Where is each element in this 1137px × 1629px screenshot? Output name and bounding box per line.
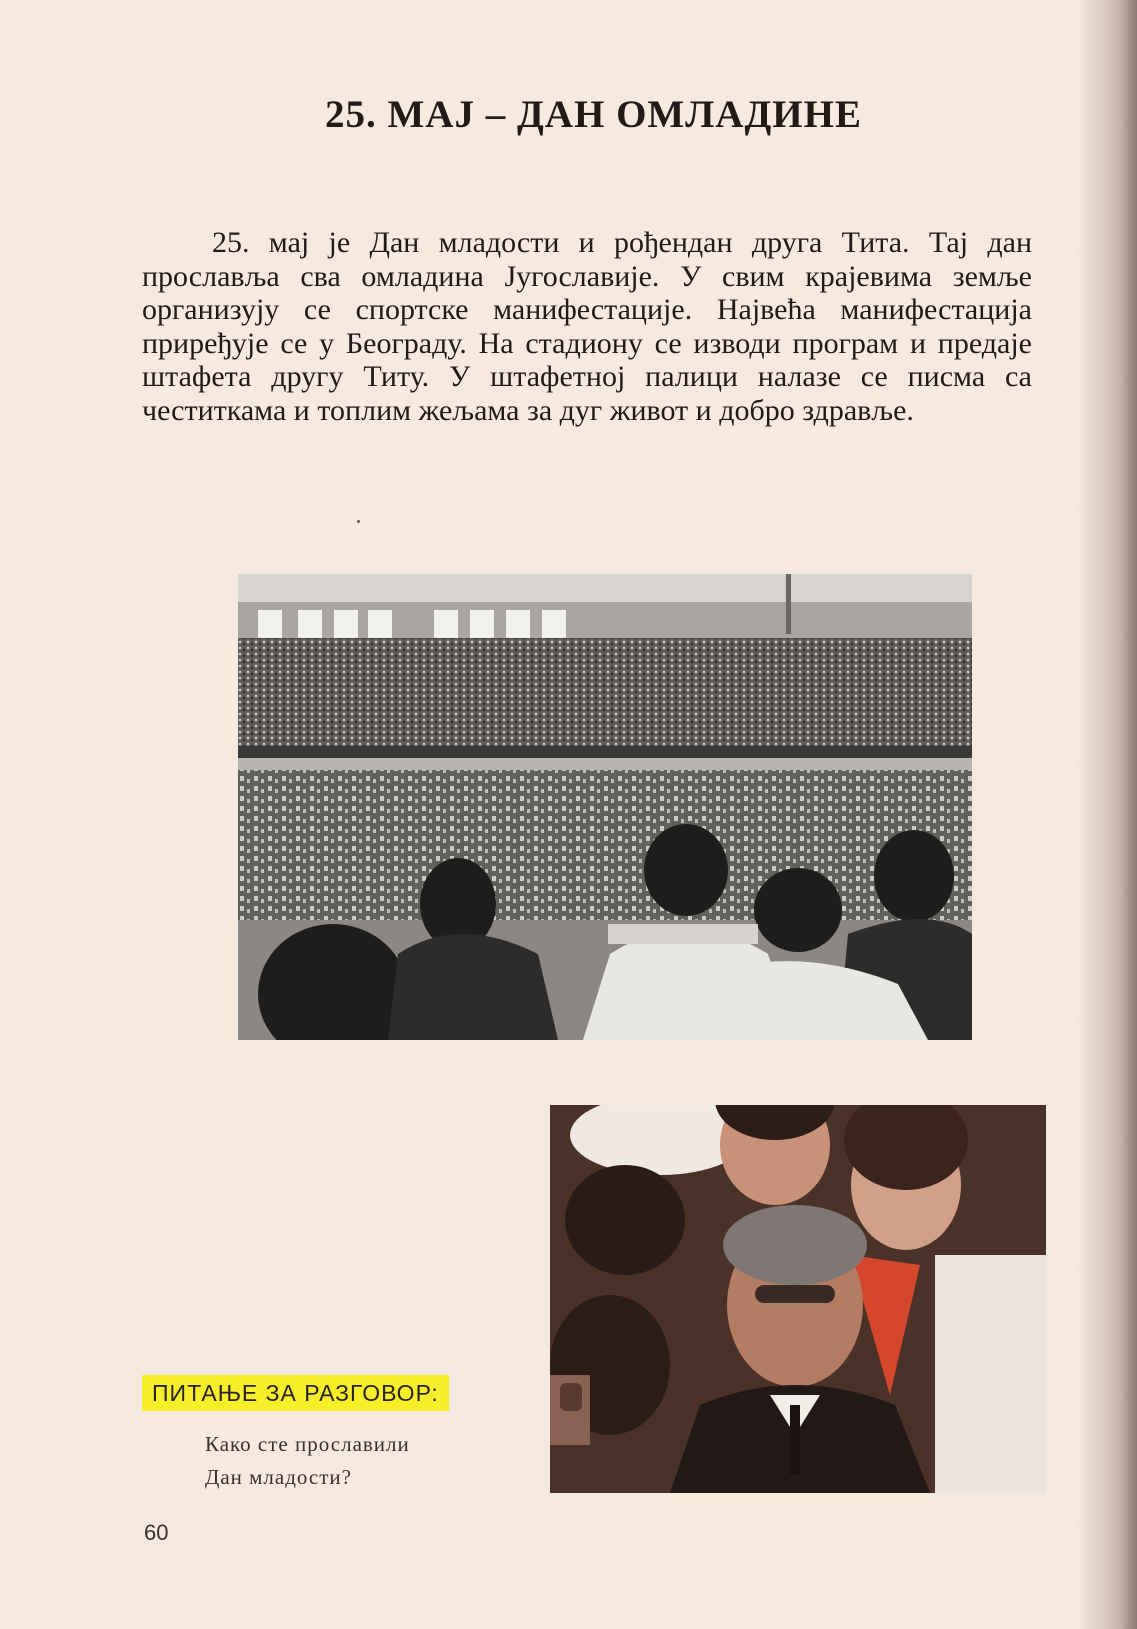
page-title (0, 92, 1137, 137)
youth-celebration-photo (550, 1105, 1046, 1493)
page-number: 60 (144, 1520, 169, 1545)
print-speck (357, 520, 360, 523)
page-edge-shadow (1077, 0, 1137, 1629)
page-title-text: 25. МАЈ – ДАН ОМЛАДИНЕ (325, 93, 862, 136)
main-paragraph: 25. мај је Дан младости и рођендан друга Тита. Тај дан прославља сва омладина Југославије. У свим крајевима земље организују се спортске манифестације. Највећа манифестација приређује се у Београду. На стадиону се изводи програм и предаје штафета другу Титу. У штафетној палици налазе се писма са честиткама и топлим жељама за дуг живот и добро здравље. (142, 226, 1032, 427)
discussion-question-line-1: Како сте прославили (205, 1432, 410, 1456)
discussion-question-label: ПИТАЊЕ ЗА РАЗГОВОР: (142, 1375, 449, 1411)
discussion-question (205, 1428, 505, 1494)
youth-celebration-illustration (550, 1105, 1046, 1493)
discussion-question-line-2: Дан младости? (205, 1465, 352, 1489)
stadium-photo-illustration (238, 574, 972, 1040)
stadium-photo (238, 574, 972, 1040)
